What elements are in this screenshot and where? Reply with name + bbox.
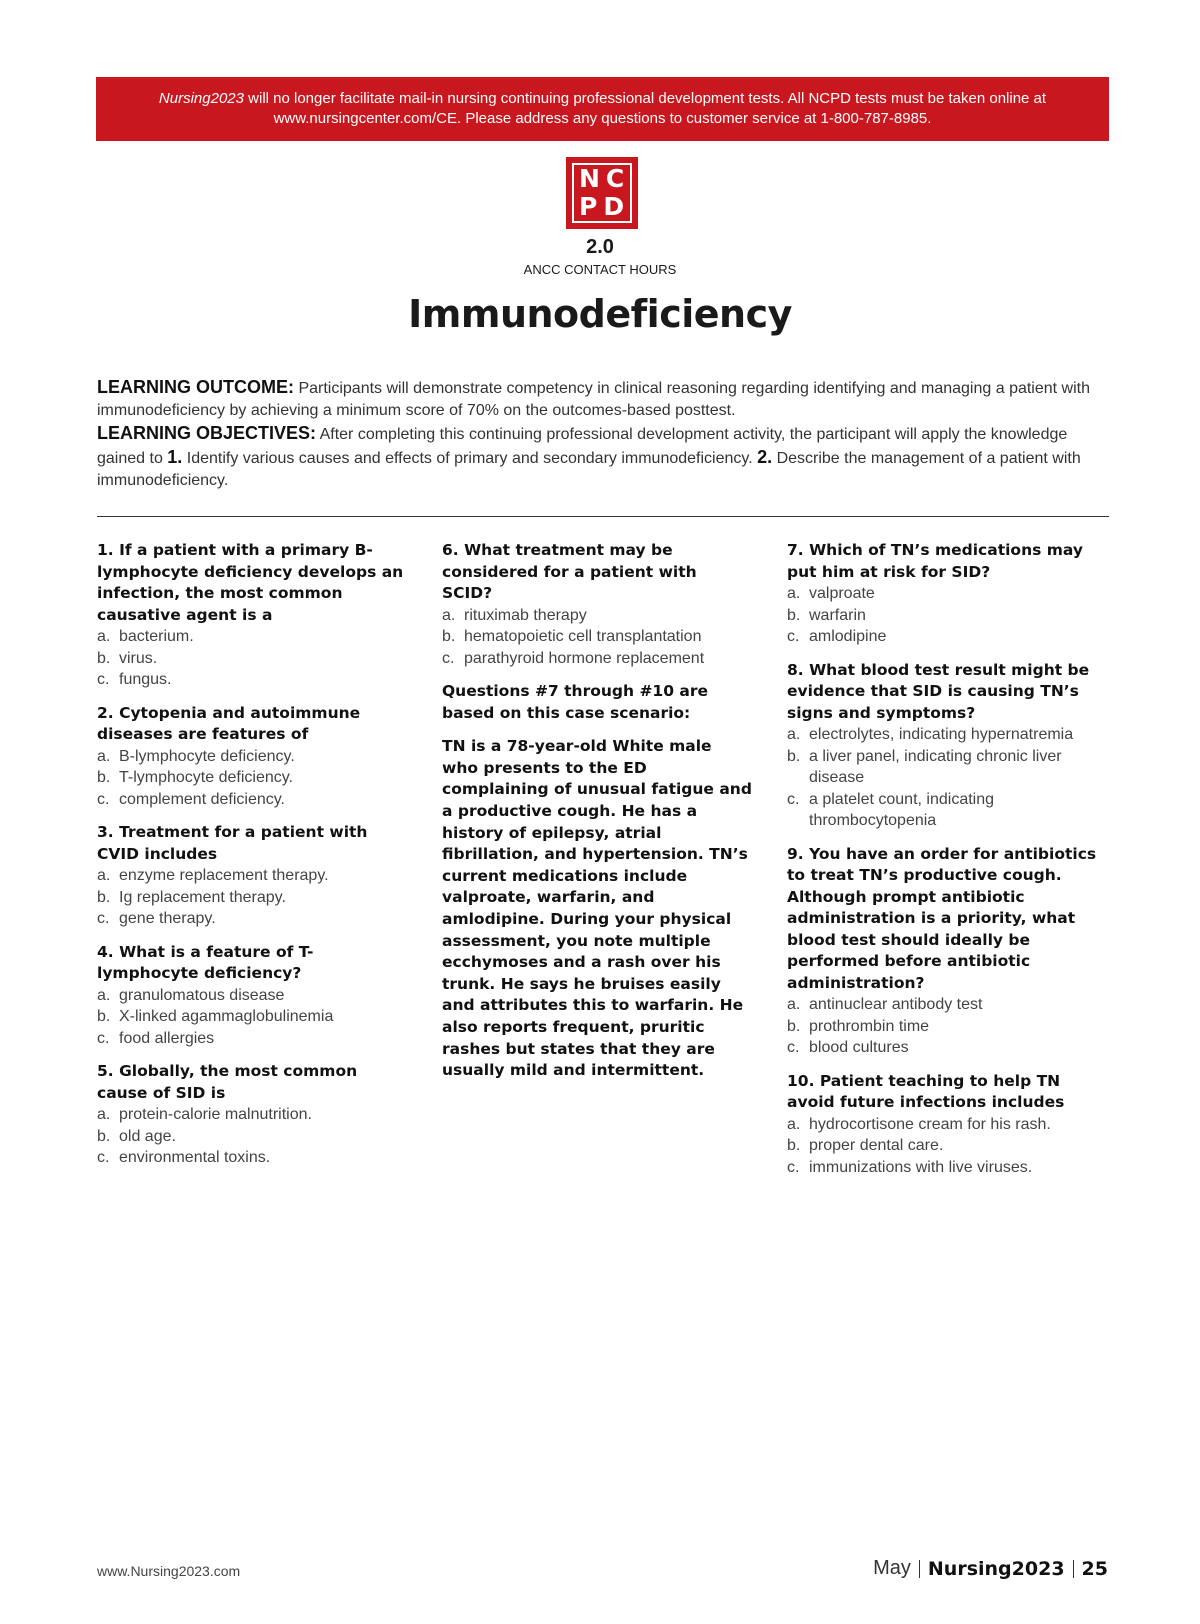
option-letter: c. (442, 649, 455, 667)
option-text: valproate (809, 585, 875, 602)
question-7 (787, 540, 1112, 648)
footer-folio (873, 1557, 1108, 1580)
option-letter: b. (97, 1127, 111, 1145)
question-4 (97, 942, 407, 1050)
learning-objectives (97, 422, 1109, 492)
journal-name: Nursing2023 (158, 90, 244, 107)
footer-magazine: Nursing2023 (927, 1557, 1065, 1580)
option-c[interactable] (787, 1157, 1112, 1179)
objectives-text-1: After completing this continuing professional development activity, the participant will apply the knowledge gained to (97, 426, 1068, 467)
question-text: 2. Cytopenia and autoimmune diseases are features of (97, 703, 361, 743)
option-text: environmental toxins. (119, 1149, 271, 1166)
question-10 (787, 1071, 1112, 1179)
questions-column-2 (442, 540, 752, 1094)
option-c[interactable] (787, 789, 1112, 832)
contact-hours-label: ANCC CONTACT HOURS (523, 262, 677, 277)
option-a[interactable] (97, 985, 407, 1007)
option-letter: a. (97, 1106, 111, 1123)
question-8 (787, 660, 1112, 832)
option-b[interactable] (787, 1135, 1112, 1157)
questions-column-1 (97, 540, 407, 1181)
option-text: blood cultures (809, 1039, 909, 1056)
option-letter: a. (787, 996, 801, 1013)
option-text: protein-calorie malnutrition. (119, 1106, 312, 1123)
option-letter: b. (787, 747, 801, 765)
notice-text: will no longer facilitate mail-in nursing continuing professional development tests. All NCPD tests must be taken online at (243, 90, 1047, 107)
option-a[interactable] (97, 1104, 407, 1126)
option-letter: c. (97, 1029, 110, 1047)
learning-outcomes (97, 376, 1109, 492)
option-a[interactable] (97, 865, 407, 887)
option-text: a liver panel, indicating chronic liver disease (809, 747, 1062, 786)
option-text: complement deficiency. (119, 790, 285, 808)
option-letter: c. (97, 1149, 110, 1166)
option-letter: a. (97, 747, 111, 765)
question-text: 1. If a patient with a primary B-lymphocyte deficiency develops an infection, the most common causative agent is a (97, 541, 404, 624)
option-letter: b. (97, 888, 111, 906)
learning-outcome (97, 376, 1109, 422)
option-a[interactable] (97, 626, 407, 648)
case-scenario (442, 736, 752, 1082)
objectives-text-2: Identify various causes and effects of primary and secondary immunodeficiency. (182, 450, 758, 467)
option-b[interactable] (97, 767, 407, 789)
question-text: 6. What treatment may be considered for a patient with SCID? (442, 541, 697, 602)
option-b[interactable] (442, 626, 752, 648)
ncpd-logo (567, 158, 637, 228)
option-a[interactable] (442, 605, 752, 627)
option-text: warfarin (809, 606, 866, 624)
option-text: B-lymphocyte deficiency. (119, 747, 295, 765)
option-text: virus. (119, 649, 158, 667)
questions-column-3 (787, 540, 1112, 1190)
objective-number-2: 2. (757, 447, 773, 467)
option-c[interactable] (97, 908, 407, 930)
question-text: 5. Globally, the most common cause of SID is (97, 1062, 358, 1102)
option-text: proper dental care. (809, 1137, 944, 1154)
question-text: 8. What blood test result might be evidence that SID is causing TN’s signs and symptoms? (787, 660, 1090, 722)
question-text: 3. Treatment for a patient with CVID includes (97, 823, 368, 863)
question-text: 7. Which of TN’s medications may put him at risk for SID? (787, 541, 1083, 581)
question-1 (97, 540, 407, 691)
question-text: 4. What is a feature of T-lymphocyte deficiency? (97, 942, 314, 982)
outcome-label: LEARNING OUTCOME: (97, 377, 294, 397)
option-letter: a. (787, 585, 801, 602)
contact-hours-value: 2.0 (586, 236, 614, 258)
option-text: hematopoietic cell transplantation (464, 628, 702, 645)
question-2 (97, 703, 407, 811)
option-text: parathyroid hormone replacement (464, 649, 705, 667)
option-b[interactable] (97, 1006, 407, 1028)
option-c[interactable] (97, 1147, 407, 1169)
objective-number-1: 1. (167, 447, 183, 467)
footer-separator (919, 1560, 920, 1578)
option-text: rituximab therapy (464, 606, 587, 624)
case-scenario-text: TN is a 78-year-old White male who presents to the ED complaining of unusual fatigue and a productive cough. He has a history of epilepsy, atrial fibrillation, and hypertension. TN’s current medications include valproate, warfarin, and amlodipine. During your physical assessment, you note multiple ecchymoses and a rash over his trunk. He says he bruises easily and attributes this to warfarin. He also reports frequent, pruritic rashes but states that they are usually mild and intermittent. (442, 737, 752, 1080)
option-text: immunizations with live viruses. (809, 1158, 1033, 1176)
option-letter: b. (97, 1008, 111, 1025)
question-5 (97, 1061, 407, 1169)
option-letter: a. (787, 1115, 801, 1133)
notice-line-1 (96, 89, 1109, 109)
logo-text-top: NC (579, 164, 631, 193)
option-c[interactable] (97, 1028, 407, 1050)
option-text: granulomatous disease (119, 986, 285, 1004)
option-text: a platelet count, indicating thrombocytopenia (809, 790, 995, 829)
page-title: Immunodeficiency (408, 292, 792, 336)
option-letter: b. (97, 649, 111, 667)
notice-banner (96, 77, 1109, 141)
option-a[interactable] (787, 994, 1112, 1016)
footer-month: May (873, 1557, 911, 1579)
option-a[interactable] (97, 746, 407, 768)
question-9 (787, 844, 1112, 1059)
option-letter: a. (787, 726, 801, 743)
option-letter: b. (97, 769, 111, 786)
footer-separator (1073, 1560, 1074, 1578)
option-text: enzyme replacement therapy. (119, 867, 329, 884)
option-b[interactable] (787, 746, 1112, 789)
option-a[interactable] (787, 583, 1112, 605)
ncpd-logo-frame (572, 163, 632, 223)
option-c[interactable] (787, 1037, 1112, 1059)
case-intro (442, 681, 752, 724)
option-letter: a. (97, 628, 111, 645)
logo-text-bottom: PD (579, 192, 631, 221)
option-letter: c. (787, 1039, 800, 1056)
section-divider (97, 516, 1109, 517)
option-letter: a. (97, 867, 111, 884)
option-letter: b. (787, 1017, 801, 1035)
option-text: antinuclear antibody test (809, 996, 983, 1013)
option-letter: c. (97, 671, 110, 688)
objectives-label: LEARNING OBJECTIVES: (97, 423, 317, 443)
question-text: 10. Patient teaching to help TN avoid future infections includes (787, 1071, 1065, 1111)
option-c[interactable] (787, 626, 1112, 648)
option-text: hydrocortisone cream for his rash. (809, 1115, 1051, 1133)
objectives-text-3: Describe the management of a patient with immunodeficiency. (97, 450, 1081, 489)
option-c[interactable] (97, 669, 407, 691)
option-letter: b. (442, 628, 456, 645)
option-letter: a. (97, 986, 111, 1004)
option-b[interactable] (787, 1016, 1112, 1038)
option-a[interactable] (787, 1114, 1112, 1136)
option-b[interactable] (97, 1126, 407, 1148)
option-letter: a. (442, 606, 456, 624)
option-text: old age. (119, 1127, 176, 1145)
outcome-text: Participants will demonstrate competency in clinical reasoning regarding identifying and managing a patient with immunodeficiency by achieving a minimum score of 70% on the outcomes-based posttest. (97, 380, 1090, 419)
option-letter: b. (787, 606, 801, 624)
option-text: Ig replacement therapy. (119, 888, 286, 906)
option-text: food allergies (119, 1029, 215, 1047)
option-b[interactable] (787, 605, 1112, 627)
option-letter: c. (787, 790, 800, 808)
option-b[interactable] (97, 887, 407, 909)
question-text: 9. You have an order for antibiotics to treat TN’s productive cough. Although prompt antibiotic administration is a priority, what blood test should ideally be performed before antibiotic administration? (787, 844, 1097, 992)
option-text: bacterium. (119, 628, 194, 645)
option-text: X-linked agammaglobulinemia (119, 1008, 334, 1025)
question-3 (97, 822, 407, 930)
option-text: fungus. (119, 671, 172, 688)
option-c[interactable] (97, 789, 407, 811)
option-text: prothrombin time (809, 1017, 930, 1035)
option-c[interactable] (442, 648, 752, 670)
option-letter: b. (787, 1137, 801, 1154)
option-letter: c. (787, 628, 800, 645)
option-letter: c. (97, 790, 110, 808)
option-a[interactable] (787, 724, 1112, 746)
option-letter: c. (787, 1158, 800, 1176)
footer-website[interactable]: www.Nursing2023.com (97, 1563, 241, 1579)
option-b[interactable] (97, 648, 407, 670)
option-letter: c. (97, 910, 110, 927)
case-intro-text: Questions #7 through #10 are based on this case scenario: (442, 682, 709, 722)
option-text: electrolytes, indicating hypernatremia (809, 726, 1074, 743)
option-text: T-lymphocyte deficiency. (119, 769, 293, 786)
option-text: gene therapy. (119, 910, 216, 927)
page-number: 25 (1081, 1557, 1108, 1580)
question-6 (442, 540, 752, 669)
notice-line-2: www.nursingcenter.com/CE. Please address any questions to customer service at 1-800-787-8985. (273, 110, 932, 127)
option-text: amlodipine (809, 628, 887, 645)
